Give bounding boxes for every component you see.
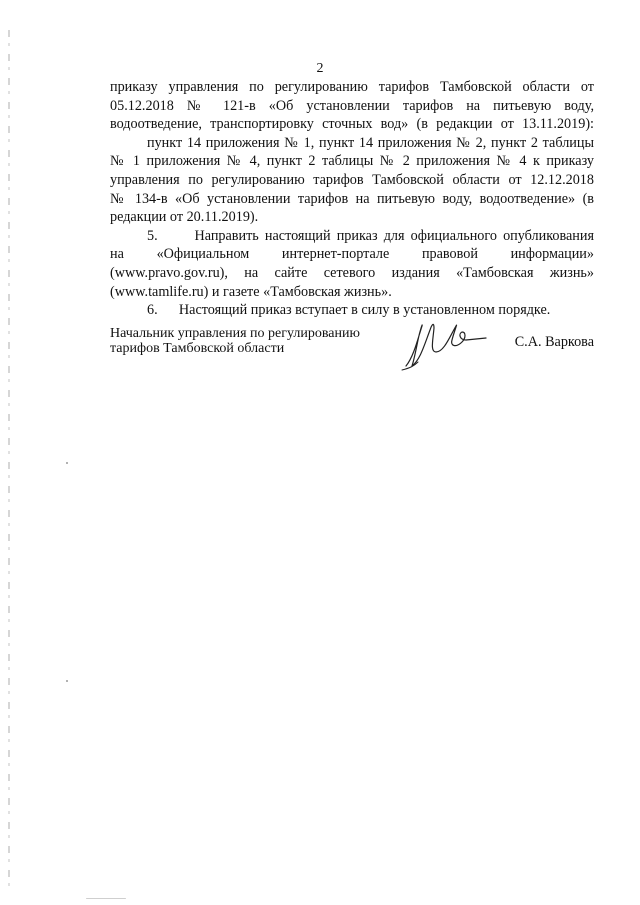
signer-position-line: Начальник управления по регулированию	[110, 326, 360, 341]
document-body	[110, 78, 594, 320]
scan-speck	[86, 898, 126, 899]
text-line: редакции от 20.11.2019).	[110, 209, 259, 226]
text-line: пункт 14 приложения № 1, пункт 14 приложения № 2, пункт 2 таблицы	[147, 134, 594, 151]
text-line: приказу управления по регулированию тарифов Тамбовской области от	[110, 79, 594, 95]
scan-edge-artifact	[8, 30, 10, 890]
text-line: (www.tamlife.ru) и газете «Тамбовская жизнь».	[110, 283, 392, 300]
signer-name: С.А. Варкова	[514, 334, 594, 350]
scan-speck	[66, 462, 68, 464]
text-line: № 1 приложения № 4, пункт 2 таблицы № 2 приложения № 4 к приказу	[110, 153, 594, 170]
text-line: № 134-в «Об установлении тарифов на питьевую воду, водоотведение» (в	[110, 190, 594, 207]
text-line: 5. Направить настоящий приказ для официального опубликования	[147, 227, 594, 244]
paragraph-continuation	[110, 78, 594, 134]
text-line: 6. Настоящий приказ вступает в силу в установленном порядке.	[147, 302, 551, 319]
scan-speck	[66, 680, 68, 682]
signature-block	[110, 326, 594, 376]
handwritten-signature	[400, 316, 492, 372]
text-line: 05.12.2018 № 121-в «Об установлении тарифов на питьевую воду,	[110, 97, 594, 114]
signer-position	[110, 326, 360, 356]
signer-position-line: тарифов Тамбовской области	[110, 341, 285, 356]
paragraph-item-5	[110, 227, 594, 301]
paragraph-item-6	[110, 301, 594, 320]
page-number: 2	[316, 61, 324, 76]
text-line: водоотведение, транспортировку сточных вод» (в редакции от 13.11.2019):	[110, 116, 594, 133]
paragraph-points	[110, 134, 594, 227]
text-line: (www.pravo.gov.ru), на сайте сетевого издания «Тамбовская жизнь»	[110, 264, 594, 281]
text-line: управления по регулированию тарифов Тамбовской области от 12.12.2018	[110, 171, 594, 188]
text-line: на «Официальном интернет-портале правовой информации»	[110, 246, 594, 263]
